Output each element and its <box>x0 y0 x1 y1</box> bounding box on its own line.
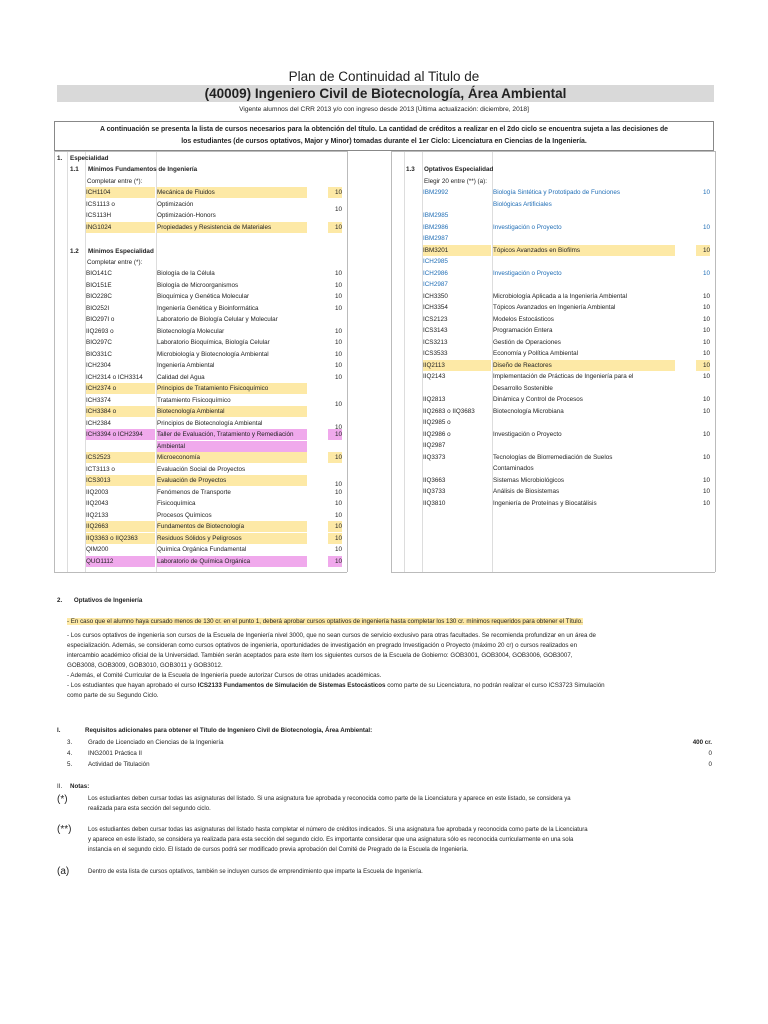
course-credits: 10 <box>702 499 710 507</box>
table-row <box>423 199 712 210</box>
course-code: IIQ2143 <box>423 373 446 380</box>
table-row <box>423 452 712 463</box>
course-code: ICS3533 <box>423 350 448 357</box>
requirement-label: Actividad de Titulación <box>88 761 150 768</box>
course-credits: 10 <box>696 360 710 371</box>
course-code: ICH1104 <box>86 187 155 198</box>
table-row <box>86 487 344 498</box>
course-code: ICH3384 o <box>86 406 155 417</box>
course-code: IBM3201 <box>423 245 491 256</box>
course-code: BIO151E <box>86 281 112 289</box>
course-credits: 10 <box>702 223 710 231</box>
subsection-1-3-header <box>394 164 710 175</box>
choose-text: Elegir 20 entre (**) (a): <box>424 178 487 185</box>
para2-line: especialización. Además, se consideran como cursos optativos de ingeniería, oportunidades de investigación en pregrado Investigación o Proyecto (máximo 20 cr) o cursos realizados en <box>67 642 578 649</box>
table-row <box>86 395 344 406</box>
course-name: Química Orgánica Fundamental <box>157 546 247 553</box>
course-code: BIO141C <box>86 270 112 277</box>
course-code: ICH3354 <box>423 304 448 311</box>
note-1 <box>88 794 718 814</box>
table-row <box>86 452 344 463</box>
table-row <box>86 533 344 544</box>
notes-header <box>57 782 90 792</box>
requirement-credits: 0 <box>708 761 712 768</box>
table-row <box>86 199 344 210</box>
note-line: y aparece en este listado, se considera ya realizada para esta sección del segundo ciclo. Es importante considerar que una asignatura sólo es reconocida curricularmente en una sola <box>88 837 574 843</box>
table-row <box>423 187 712 198</box>
table-row <box>86 291 344 302</box>
table-row <box>86 314 344 325</box>
table-row <box>423 291 712 302</box>
requirement-number: 3. <box>67 739 73 746</box>
table-row <box>86 326 344 337</box>
table-row <box>86 475 344 486</box>
course-name: Análisis de Biosistemas <box>493 488 560 495</box>
course-credits: 10 <box>702 292 710 300</box>
course-code: IIQ2813 <box>423 396 446 403</box>
table-row <box>86 510 344 521</box>
course-name: Propiedades y Resistencia de Materiales <box>157 222 307 233</box>
table-row <box>86 441 344 452</box>
course-code: IIQ2113 <box>423 360 491 371</box>
grid-line <box>67 151 68 572</box>
section-label: Optativos de Ingeniería <box>73 597 143 604</box>
course-name: Tratamiento Fisicoquímico <box>157 396 231 404</box>
course-name: Fenómenos de Transporte <box>157 488 231 496</box>
group-credits: 10 <box>334 424 342 431</box>
course-code: ICH2986 <box>423 269 448 277</box>
section-2-para2 <box>67 631 717 701</box>
course-code: ICS113H <box>86 212 112 219</box>
course-credits: 10 <box>334 270 342 277</box>
title-line2: (40009) Ingeniero Civil de Biotecnología, Área Ambiental <box>57 85 714 102</box>
course-name: Principios de Biotecnología Ambiental <box>157 419 263 427</box>
course-name: Ambiental <box>157 441 307 452</box>
table-row <box>423 371 712 382</box>
table-row <box>86 210 344 221</box>
para2-line: - Los cursos optativos de ingeniería son cursos de la Escuela de Ingeniería nivel 3000, que no sean cursos de servicio exclusivo para otras facultades. Se recomienda profundizar en un área de <box>67 632 597 639</box>
course-name: Biotecnología Microbiana <box>493 407 564 415</box>
course-credits: 10 <box>334 350 342 358</box>
course-code: IIQ3663 <box>423 476 446 484</box>
course-name: Procesos Químicos <box>157 511 212 519</box>
course-name: Biotecnología Ambiental <box>157 406 307 417</box>
course-code: ICH2374 o <box>86 383 155 394</box>
course-credits: 10 <box>702 373 710 380</box>
course-credits: 10 <box>328 222 342 233</box>
course-credits: 10 <box>334 511 342 519</box>
course-credits: 10 <box>702 453 710 461</box>
grid-line <box>391 151 715 152</box>
course-code: QIM200 <box>86 546 109 553</box>
course-credits: 10 <box>696 245 710 256</box>
course-code: IIQ2985 o <box>423 419 451 426</box>
subsection-label: Mínimos Especialidad <box>88 248 154 255</box>
title-line1: Plan de Continuidad al Titulo de <box>288 69 480 84</box>
table-row <box>86 303 344 314</box>
course-name: Microbiología Aplicada a la Ingeniería Ambiental <box>493 292 628 300</box>
notes-number: II. <box>57 783 63 790</box>
course-credits: 10 <box>334 500 342 507</box>
course-credits: 10 <box>702 327 710 334</box>
table-row <box>423 486 712 497</box>
subsection-1-1-header <box>57 164 337 175</box>
course-name: Biología de Microorganismos <box>157 281 239 289</box>
table-row <box>423 475 712 486</box>
course-code: IIQ3373 <box>423 453 446 461</box>
intro-line1: A continuación se presenta la lista de cursos necesarios para la obtención del título. La cantidad de créditos a realizar en el 2do ciclo se encuentra sujeta a las decisiones de <box>99 126 669 133</box>
subsection-label: Optativos Especialidad <box>424 166 494 173</box>
course-code: IIQ3733 <box>423 488 446 495</box>
section-2-header <box>57 596 142 606</box>
group-credits: 10 <box>334 481 342 488</box>
course-credits: 10 <box>328 521 342 532</box>
subsection-number: 1.1 <box>70 166 79 173</box>
subsection-number: 1.3 <box>406 166 415 173</box>
table-row <box>423 337 712 348</box>
table-row <box>423 222 712 233</box>
course-credits: 10 <box>328 429 342 440</box>
course-code: IIQ2987 <box>423 442 446 449</box>
course-code: ICH2985 <box>423 258 448 265</box>
course-name: Investigación o Proyecto <box>493 223 562 231</box>
course-name: Evaluación Social de Proyectos <box>157 465 246 473</box>
course-code: IBM2986 <box>423 223 449 231</box>
table-row <box>86 268 344 279</box>
course-code: IIQ2663 <box>86 521 155 532</box>
course-name: Contaminados <box>493 465 534 472</box>
course-name: Laboratorio de Química Orgánica <box>157 556 307 567</box>
para2-line: GOB3008, GOB3009, GOB3010, GOB3011 y GOB3012. <box>67 662 223 669</box>
table-row <box>423 417 712 428</box>
course-credits: 10 <box>702 430 710 438</box>
course-credits: 10 <box>334 293 342 300</box>
note-line: Los estudiantes deben cursar todas las asignaturas del listado hasta completar el número de créditos indicados. Si una asignatura fue aprobada y reconocida como parte de la Licenciatura <box>88 827 588 833</box>
table-row <box>86 429 344 440</box>
course-code: BIO252I <box>86 304 110 312</box>
course-code: ICS1113 o <box>86 200 115 208</box>
para2-line: intercambio académico oficial de la Universidad. También serán aceptados para este ítem los siguientes cursos de la Escuela de Gobierno: GOB3001, GOB3004, GOB3006, GOB3007, <box>67 652 573 659</box>
requirement-credits: 400 cr. <box>692 739 712 746</box>
table-row <box>423 463 712 474</box>
course-name: Ingeniería Genética y Bioinformática <box>157 304 259 312</box>
course-name: Tópicos Avanzados en Biofilms <box>493 245 675 256</box>
requirement-label: Grado de Licenciado en Ciencias de la Ingeniería <box>88 739 224 746</box>
choose-text: Completar entre (*): <box>87 178 143 185</box>
table-row <box>423 383 712 394</box>
course-name: Principios de Tratamiento Fisicoquímico <box>157 383 307 394</box>
table-row <box>423 314 712 325</box>
course-name: Calidad del Agua <box>157 373 205 381</box>
course-credits: 10 <box>702 338 710 346</box>
section-label: Requisitos adicionales para obtener el Título de Ingeniero Civil de Biotecnología, Área Ambiental: <box>85 727 373 734</box>
section-number: 2. <box>57 597 63 604</box>
course-code: ICH3394 o ICH2394 <box>86 429 155 440</box>
table-row <box>423 302 712 313</box>
table-row <box>86 360 344 371</box>
course-name: Optimización-Honors <box>157 212 216 219</box>
course-code: IBM2987 <box>423 235 449 242</box>
course-code: BIO228C <box>86 293 112 300</box>
para4-line: como parte de su Segundo Ciclo. <box>67 692 159 699</box>
course-credits: 10 <box>702 476 710 484</box>
requirement-credits: 0 <box>708 750 712 757</box>
course-name: Optimización <box>157 200 194 208</box>
course-code: ICH2384 <box>86 419 111 427</box>
table-row <box>86 372 344 383</box>
course-name: Modelos Estocásticos <box>493 315 554 323</box>
intro-box <box>54 121 714 151</box>
course-code: BIO297C <box>86 339 112 346</box>
table-row <box>423 440 712 451</box>
table-row <box>86 187 344 198</box>
para4-text: - Los estudiantes que hayan aprobado el curso <box>67 682 198 689</box>
course-code: ICS3143 <box>423 327 448 334</box>
course-name: Ingeniería Ambiental <box>157 362 215 369</box>
course-name: Ingeniería de Proteínas y Biocatálisis <box>493 499 597 507</box>
course-credits: 10 <box>334 281 342 289</box>
intro-line2: los estudiantes (de cursos optativos, Major y Minor) tomadas durante el 1er Ciclo: Licenciatura en Ciencias de la Ingeniería. <box>181 138 587 145</box>
note-line: instancia en el segundo ciclo. El listado de cursos podrá ser modificado previa aprobación del Comité de Pregrado de la Escuela de Ingeniería. <box>88 847 469 853</box>
course-code: IIQ2683 o IIQ3683 <box>423 407 475 415</box>
para4-line <box>67 681 717 691</box>
table-row <box>86 556 344 567</box>
course-name: Investigación o Proyecto <box>493 430 562 438</box>
course-name: Fundamentos de Biotecnología <box>157 521 307 532</box>
para1-text: - En caso que el alumno haya cursado menos de 130 cr. en el punto 1, deberá aprobar cursos optativos de ingeniería hasta completar los 130 cr. mínimos requeridos para obtener el Título. <box>67 618 583 625</box>
group-credits: 10 <box>334 206 342 213</box>
section-I-header <box>57 726 373 736</box>
table-row <box>423 498 712 509</box>
course-code: ICH2304 <box>86 362 111 369</box>
course-name: Tecnologías de Biorremediación de Suelos <box>493 453 613 461</box>
note-symbol: (a) <box>57 866 70 877</box>
table-row <box>86 521 344 532</box>
course-code: ICH2987 <box>423 281 448 288</box>
course-name: Diseño de Reactores <box>493 360 675 371</box>
table-row <box>423 360 712 371</box>
course-credits: 10 <box>334 488 342 496</box>
subsection-1-2-header <box>57 246 337 257</box>
section-2-para1 <box>67 617 583 627</box>
course-code: IIQ2133 <box>86 511 109 519</box>
course-name: Biología Sintética y Prototipado de Funciones <box>493 189 621 196</box>
course-credits: 10 <box>702 488 710 495</box>
course-code: BIO297I o <box>86 316 115 323</box>
requirement-number: 5. <box>67 761 73 768</box>
table-row <box>423 233 712 244</box>
course-code: IBM2992 <box>423 189 449 196</box>
table-row <box>86 498 344 509</box>
section-number: I. <box>57 727 61 734</box>
table-row <box>86 222 344 233</box>
course-credits: 10 <box>702 407 710 415</box>
course-credits: 10 <box>328 556 342 567</box>
course-credits: 10 <box>334 373 342 381</box>
course-credits: 10 <box>328 187 342 198</box>
course-code: IIQ3363 o IIQ2363 <box>86 533 155 544</box>
course-code: IIQ2693 o <box>86 327 114 335</box>
note-2 <box>88 825 718 855</box>
course-code: ICS3013 <box>86 475 155 486</box>
course-name: Biotecnología Molecular <box>157 327 225 335</box>
course-code: IIQ3810 <box>423 499 446 507</box>
subsection-number: 1.2 <box>70 248 79 255</box>
table-row <box>423 429 712 440</box>
course-name: Economía y Política Ambiental <box>493 350 579 357</box>
table-row <box>86 337 344 348</box>
course-name: Taller de Evaluación, Tratamiento y Remediación <box>157 429 307 440</box>
vigencia-text: Vigente alumnos del CRR 2013 y/o con ingreso desde 2013 [Última actualización: diciembre, 2018] <box>239 106 529 113</box>
table-row <box>86 349 344 360</box>
table-row <box>423 210 712 221</box>
course-credits: 10 <box>334 339 342 346</box>
course-credits: 10 <box>702 350 710 357</box>
course-name: Microeconomía <box>157 452 307 463</box>
course-credits: 10 <box>334 304 342 312</box>
table-row <box>86 544 344 555</box>
course-name: Laboratorio de Biología Celular y Molecular <box>157 316 278 323</box>
course-credits: 10 <box>702 269 710 277</box>
table-row <box>86 280 344 291</box>
table-row <box>423 268 712 279</box>
course-name: Sistemas Microbiológicos <box>493 476 565 484</box>
table-row <box>86 464 344 475</box>
course-code: ICT3113 o <box>86 465 115 473</box>
course-code: IBM2985 <box>423 212 449 219</box>
requirement-label: ING2001 Práctica II <box>88 750 142 757</box>
table-row <box>423 394 712 405</box>
course-name: Tópicos Avanzados en Ingeniería Ambiental <box>493 304 616 311</box>
course-name: Mecánica de Fluidos <box>157 187 307 198</box>
section-especialidad-header <box>57 153 337 164</box>
course-name: Biología de la Célula <box>157 270 215 277</box>
course-credits: 10 <box>702 304 710 311</box>
course-code: ICS2523 <box>86 452 155 463</box>
course-credits: 10 <box>702 315 710 323</box>
table-row <box>423 325 712 336</box>
course-name: Bioquímica y Genética Molecular <box>157 293 250 300</box>
subsection-label: Mínimos Fundamentos de Ingeniería <box>88 166 198 173</box>
note-symbol: (*) <box>57 794 68 805</box>
note-line: Los estudiantes deben cursar todas las asignaturas del listado. Si una asignatura fue aprobada y reconocida como parte de la Licenciatura y aparece en este listado, se considera ya <box>88 796 571 802</box>
course-credits: 10 <box>328 452 342 463</box>
group-credits: 10 <box>334 401 342 408</box>
course-name: Programación Entera <box>493 327 553 334</box>
course-code: IIQ2986 o <box>423 430 451 438</box>
para3-line: - Además, el Comité Curricular de la Escuela de Ingeniería puede autorizar Cursos de otras unidades académicas. <box>67 672 382 679</box>
table-row <box>423 245 712 256</box>
course-name: Dinámica y Control de Procesos <box>493 396 583 403</box>
note-3: Dentro de esta lista de cursos optativos, también se incluyen cursos de emprendimiento que imparte la Escuela de Ingeniería. <box>88 869 423 875</box>
course-name: Implementación de Prácticas de Ingeniería para el <box>493 373 634 380</box>
course-code: ING1024 <box>86 222 155 233</box>
table-row <box>423 406 712 417</box>
course-name: Biológicas Artificiales <box>493 200 552 208</box>
course-name: Evaluación de Proyectos <box>157 475 307 486</box>
choose-text: Completar entre (*): <box>87 259 143 266</box>
course-credits: 10 <box>702 396 710 403</box>
course-name: Investigación o Proyecto <box>493 269 562 277</box>
course-credits: 10 <box>328 533 342 544</box>
table-row <box>423 348 712 359</box>
grid-line <box>54 151 347 152</box>
note-symbol: (**) <box>57 824 72 835</box>
table-row <box>86 406 344 417</box>
section-label: Especialidad <box>70 155 109 162</box>
course-name: Fisicoquímica <box>157 500 196 507</box>
course-code: IIQ2043 <box>86 500 109 507</box>
course-name: Residuos Sólidos y Peligrosos <box>157 533 307 544</box>
course-code: ICS2123 <box>423 315 448 323</box>
course-code: ICS3213 <box>423 338 448 346</box>
requirement-number: 4. <box>67 750 73 757</box>
table-row <box>423 279 712 290</box>
course-credits: 10 <box>334 327 342 335</box>
grid-line <box>404 151 405 572</box>
note-line: realizada para esta sección del segundo ciclo. <box>88 806 211 812</box>
course-code: ICH3350 <box>423 292 448 300</box>
course-code: IIQ2003 <box>86 488 109 496</box>
course-name: Gestión de Operaciones <box>493 338 561 346</box>
notes-label: Notas: <box>70 783 90 790</box>
course-name: Microbiología y Biotecnología Ambiental <box>157 350 269 358</box>
course-credits: 10 <box>334 362 342 369</box>
course-code: ICH2314 o ICH3314 <box>86 373 143 381</box>
course-credits: 10 <box>702 189 710 196</box>
section-number: 1. <box>57 155 63 162</box>
course-name: Desarrollo Sostenible <box>493 384 553 392</box>
grid-line <box>54 572 347 573</box>
table-row <box>423 256 712 267</box>
course-code: ICH3374 <box>86 396 111 404</box>
course-credits: 10 <box>334 546 342 553</box>
course-code: BIO331C <box>86 350 112 358</box>
course-name: Laboratorio Bioquímica, Biología Celular <box>157 339 270 346</box>
table-row <box>86 383 344 394</box>
table-row <box>86 418 344 429</box>
para4-bold: ICS2133 Fundamentos de Simulación de Sistemas Estocásticos <box>197 682 386 689</box>
para4-text: como parte de su Licenciatura, no podrán realizar el curso ICS3723 Simulación <box>385 682 605 689</box>
grid-line <box>391 572 715 573</box>
course-code: QUO1112 <box>86 556 155 567</box>
